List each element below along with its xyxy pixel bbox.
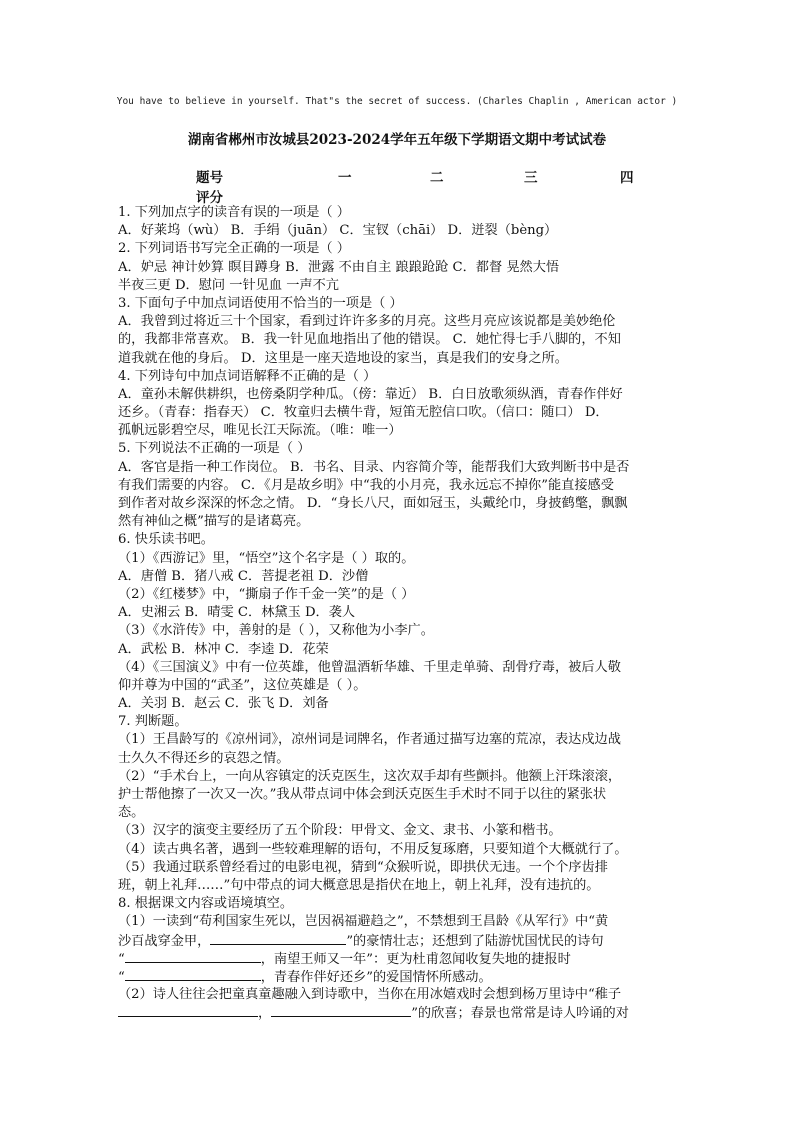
question-7-1-cont: 士久久不得还乡的哀怨之情。 <box>118 750 290 766</box>
question-6-1-stem: （1）《西游记》里，“悟空”这个名字是（ ）取的。 <box>118 550 415 566</box>
fill-in-blank[interactable] <box>125 968 261 981</box>
fill-in-blank[interactable] <box>210 932 346 945</box>
question-5-stem: 5. 下列说法不正确的一项是（ ） <box>118 441 311 457</box>
question-7-1: （1）王昌龄写的《凉州词》，凉州词是词牌名，作者通过描写边塞的荒凉，表达戍边战 <box>118 732 621 748</box>
question-3-options-cont: 道我就在他的身后。 D．这里是一座天造地设的家当，真是我们的安身之所。 <box>118 350 568 366</box>
question-6-2-stem: （2）《红楼梦》中，“撕扇子作千金一笑”的是（ ） <box>118 586 415 602</box>
fill-in-blank[interactable] <box>271 1004 411 1017</box>
question-8-1-cont: “ ，南望王师又一年”：更为杜甫忽闻收复失地的捷报时 <box>118 951 571 967</box>
question-7-5-cont: 班，朝上礼拜……”句中带点的词大概意思是指伏在地上，朝上礼拜，没有违抗的。 <box>118 877 600 893</box>
question-7-4: （4）读古典名著，遇到一些较难理解的语句，不用反复琢磨，只要知道个大概就行了。 <box>118 841 628 857</box>
score-table-header <box>0 166 794 184</box>
question-6-2-options: A．史湘云 B．晴雯 C．林黛玉 D．袭人 <box>118 605 356 621</box>
question-3-stem: 3. 下面句子中加点词语使用不恰当的一项是（ ） <box>118 295 403 311</box>
score-col-1: 一 <box>338 170 352 186</box>
question-8-2: （2）诗人往往会把童真童趣融入到诗歌中，当你在用冰嬉戏时会想到杨万里诗中“稚子 <box>118 987 622 1003</box>
question-4-options-cont: 还乡。（青春：指春天） C．牧童归去横牛背，短笛无腔信口吹。（信口：随口） D． <box>118 405 609 421</box>
question-1-options: A．好莱坞（wù） B．手绢（juān） C．宝钗（chāi） D．迸裂（bèng） <box>118 223 558 239</box>
question-5-options-cont: 然有神仙之概”描写的是诸葛亮。 <box>118 514 310 530</box>
question-2-stem: 2. 下列词语书写完全正确的一项是（ ） <box>118 241 350 257</box>
score-row-label: 评分 <box>196 190 223 206</box>
question-8-1-cont: 沙百战穿金甲， ”的豪情壮志；还想到了陆游忧国忧民的诗句 <box>118 933 604 949</box>
question-8-1: （1）一读到“苟利国家生死以，岂因祸福避趋之”，不禁想到王昌龄《从军行》中“黄 <box>118 914 609 930</box>
question-6-3-stem: （3）《水浒传》中，善射的是（ ），又称他为小李广。 <box>118 623 434 639</box>
question-2-options: A．妒忌 神计妙算 瞑目蹲身 B．泄露 不由自主 踉踉跄跄 C．都督 晃然大悟 <box>118 259 560 275</box>
question-1-stem: 1. 下列加点字的读音有误的一项是（ ） <box>118 205 350 220</box>
question-6-3-options: A．武松 B．林冲 C．李逵 D．花荣 <box>118 641 329 657</box>
question-7-2-cont: 态。 <box>118 805 145 821</box>
question-2-options-cont: 半夜三更 D．慰问 一针见血 一声不亢 <box>118 277 339 293</box>
score-label-col: 题号 <box>196 170 223 186</box>
question-8-2-cont: ， ”的欣喜；春景也常常是诗人吟诵的对 <box>118 1004 678 1022</box>
question-7-2-cont: 护士帮他擦了一次又一次。”我从带点词中体会到沃克医生手术时不同于以往的紧张状 <box>118 787 607 802</box>
page-title: 湖南省郴州市汝城县2023-2024学年五年级下学期语文期中考试试卷 <box>187 132 607 148</box>
question-7-3: （3）汉字的演变主要经历了五个阶段：甲骨文、金文、隶书、小篆和楷书。 <box>118 823 562 839</box>
question-3-options-cont: 的，我都非常喜欢。 B．我一针见血地指出了他的错误。 C．她忙得七手八脚的，不知 <box>118 332 621 348</box>
question-8-stem: 8. 根据课文内容或语境填空。 <box>118 896 294 912</box>
question-5-options: A．客官是指一种工作岗位。 B．书名、目录、内容简介等，能帮我们大致判断书中是否 <box>118 459 630 475</box>
question-4-options-cont: 孤帆远影碧空尽，唯见长江天际流。（唯：唯一） <box>118 423 402 439</box>
question-5-options-cont: 有我们需要的内容。 C．《月是故乡明》中“我的小月亮，我永远忘不掉你”能直接感受 <box>118 477 614 493</box>
question-3-options: A．我曾到过将近三十个国家，看到过许许多多的月亮。这些月亮应该说都是美妙绝伦 <box>118 314 616 330</box>
question-4-options: A．童孙未解供耕织，也傍桑阴学种瓜。（傍：靠近） B．白日放歌须纵酒，青春作伴好 <box>118 386 623 402</box>
question-5-options-cont: 到作者对故乡深深的怀念之情。 D．“身长八尺，面如冠玉，头戴纶巾，身披鹤氅，飘飘 <box>118 496 628 511</box>
question-8-1-cont: “ ，青春作伴好还乡”的爱国情怀所感动。 <box>118 969 492 985</box>
question-7-2: （2）“手术台上，一向从容镇定的沃克医生，这次双手却有些颤抖。他额上汗珠滚滚， <box>118 768 622 784</box>
header-quote: You have to believe in yourself. That"s the secret of success. (Charles Chaplin , American actor ) <box>116 96 678 107</box>
score-col-2: 二 <box>430 170 444 186</box>
question-body <box>118 204 678 1022</box>
question-7-stem: 7. 判断题。 <box>118 714 188 730</box>
question-4-stem: 4. 下列诗句中加点词语解释不正确的是（ ） <box>118 368 377 384</box>
score-col-4: 四 <box>620 170 634 186</box>
fill-in-blank[interactable] <box>125 950 261 963</box>
question-7-5: （5）我通过联系曾经看过的电影电视，猜到“众猴听说，即拱伏无违。一个个序齿排 <box>118 859 608 875</box>
score-col-3: 三 <box>524 170 538 186</box>
question-6-4-stem: （4）《三国演义》中有一位英雄，他曾温酒斩华雄、千里走单骑、刮骨疗毒，被后人敬 <box>118 659 621 675</box>
question-6-1-options: A．唐僧 B．猪八戒 C．菩提老祖 D．沙僧 <box>118 568 369 584</box>
question-6-4-stem-cont: 仰并尊为中国的“武圣”，这位英雄是（ ）。 <box>118 677 367 693</box>
fill-in-blank[interactable] <box>118 1004 258 1017</box>
question-6-4-options: A．关羽 B．赵云 C．张飞 D．刘备 <box>118 696 329 712</box>
question-6-stem: 6. 快乐读书吧。 <box>118 532 214 548</box>
